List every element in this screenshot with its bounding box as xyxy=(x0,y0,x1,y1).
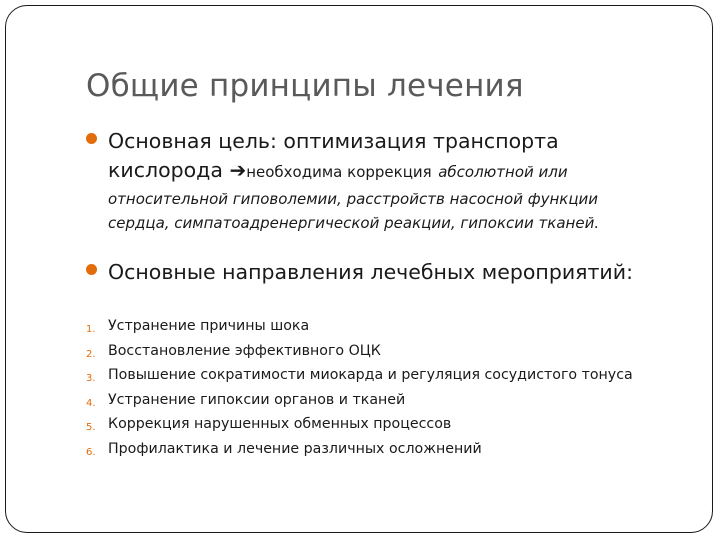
list-item-text: Коррекция нарушенных обменных процессов xyxy=(108,416,452,432)
list-number: 2. xyxy=(86,348,96,360)
list-item-text: Устранение гипоксии органов и тканей xyxy=(108,391,406,408)
arrow-right-icon: ➔ xyxy=(229,158,247,182)
bullet-main-goal xyxy=(86,127,656,235)
list-number: 6. xyxy=(86,446,96,458)
slide-frame xyxy=(5,5,713,533)
list-item-text: Восстановление эффективного ОЦК xyxy=(108,342,381,359)
list-item xyxy=(86,392,666,409)
bullet-dot xyxy=(86,133,97,144)
bullet-text xyxy=(108,127,656,235)
list-number: 5. xyxy=(86,422,96,433)
list-item xyxy=(86,343,666,360)
bullet-tail-normal: необходима коррекция xyxy=(246,163,432,181)
list-number: 1. xyxy=(86,324,96,335)
bullet-main-text: Основная цель: оптимизация транспорта кислорода xyxy=(108,129,559,182)
list-number: 3. xyxy=(86,373,96,384)
list-item-text: Профилактика и лечение различных осложнений xyxy=(108,440,482,457)
list-item xyxy=(86,318,666,335)
bullet-tail-italic-2: относительной гиповолемии, расстройств насосной функции сердца, симпатоадренергической реакции, гипоксии тканей. xyxy=(108,190,600,232)
numbered-list xyxy=(86,318,666,465)
list-item-text: Устранение причины шока xyxy=(108,318,310,334)
list-item xyxy=(86,367,666,384)
list-item xyxy=(86,441,666,458)
bullet-directions xyxy=(86,258,656,287)
bullet-text: Основные направления лечебных мероприятий: xyxy=(108,260,633,284)
list-item-text: Повышение сократимости миокарда и регуляция сосудистого тонуса xyxy=(108,367,633,383)
bullet-tail-italic-1: абсолютной или xyxy=(438,163,568,181)
list-number: 4. xyxy=(86,397,96,409)
bullet-dot xyxy=(86,264,97,275)
list-item xyxy=(86,416,666,433)
slide-title: Общие принципы лечения xyxy=(86,68,524,104)
